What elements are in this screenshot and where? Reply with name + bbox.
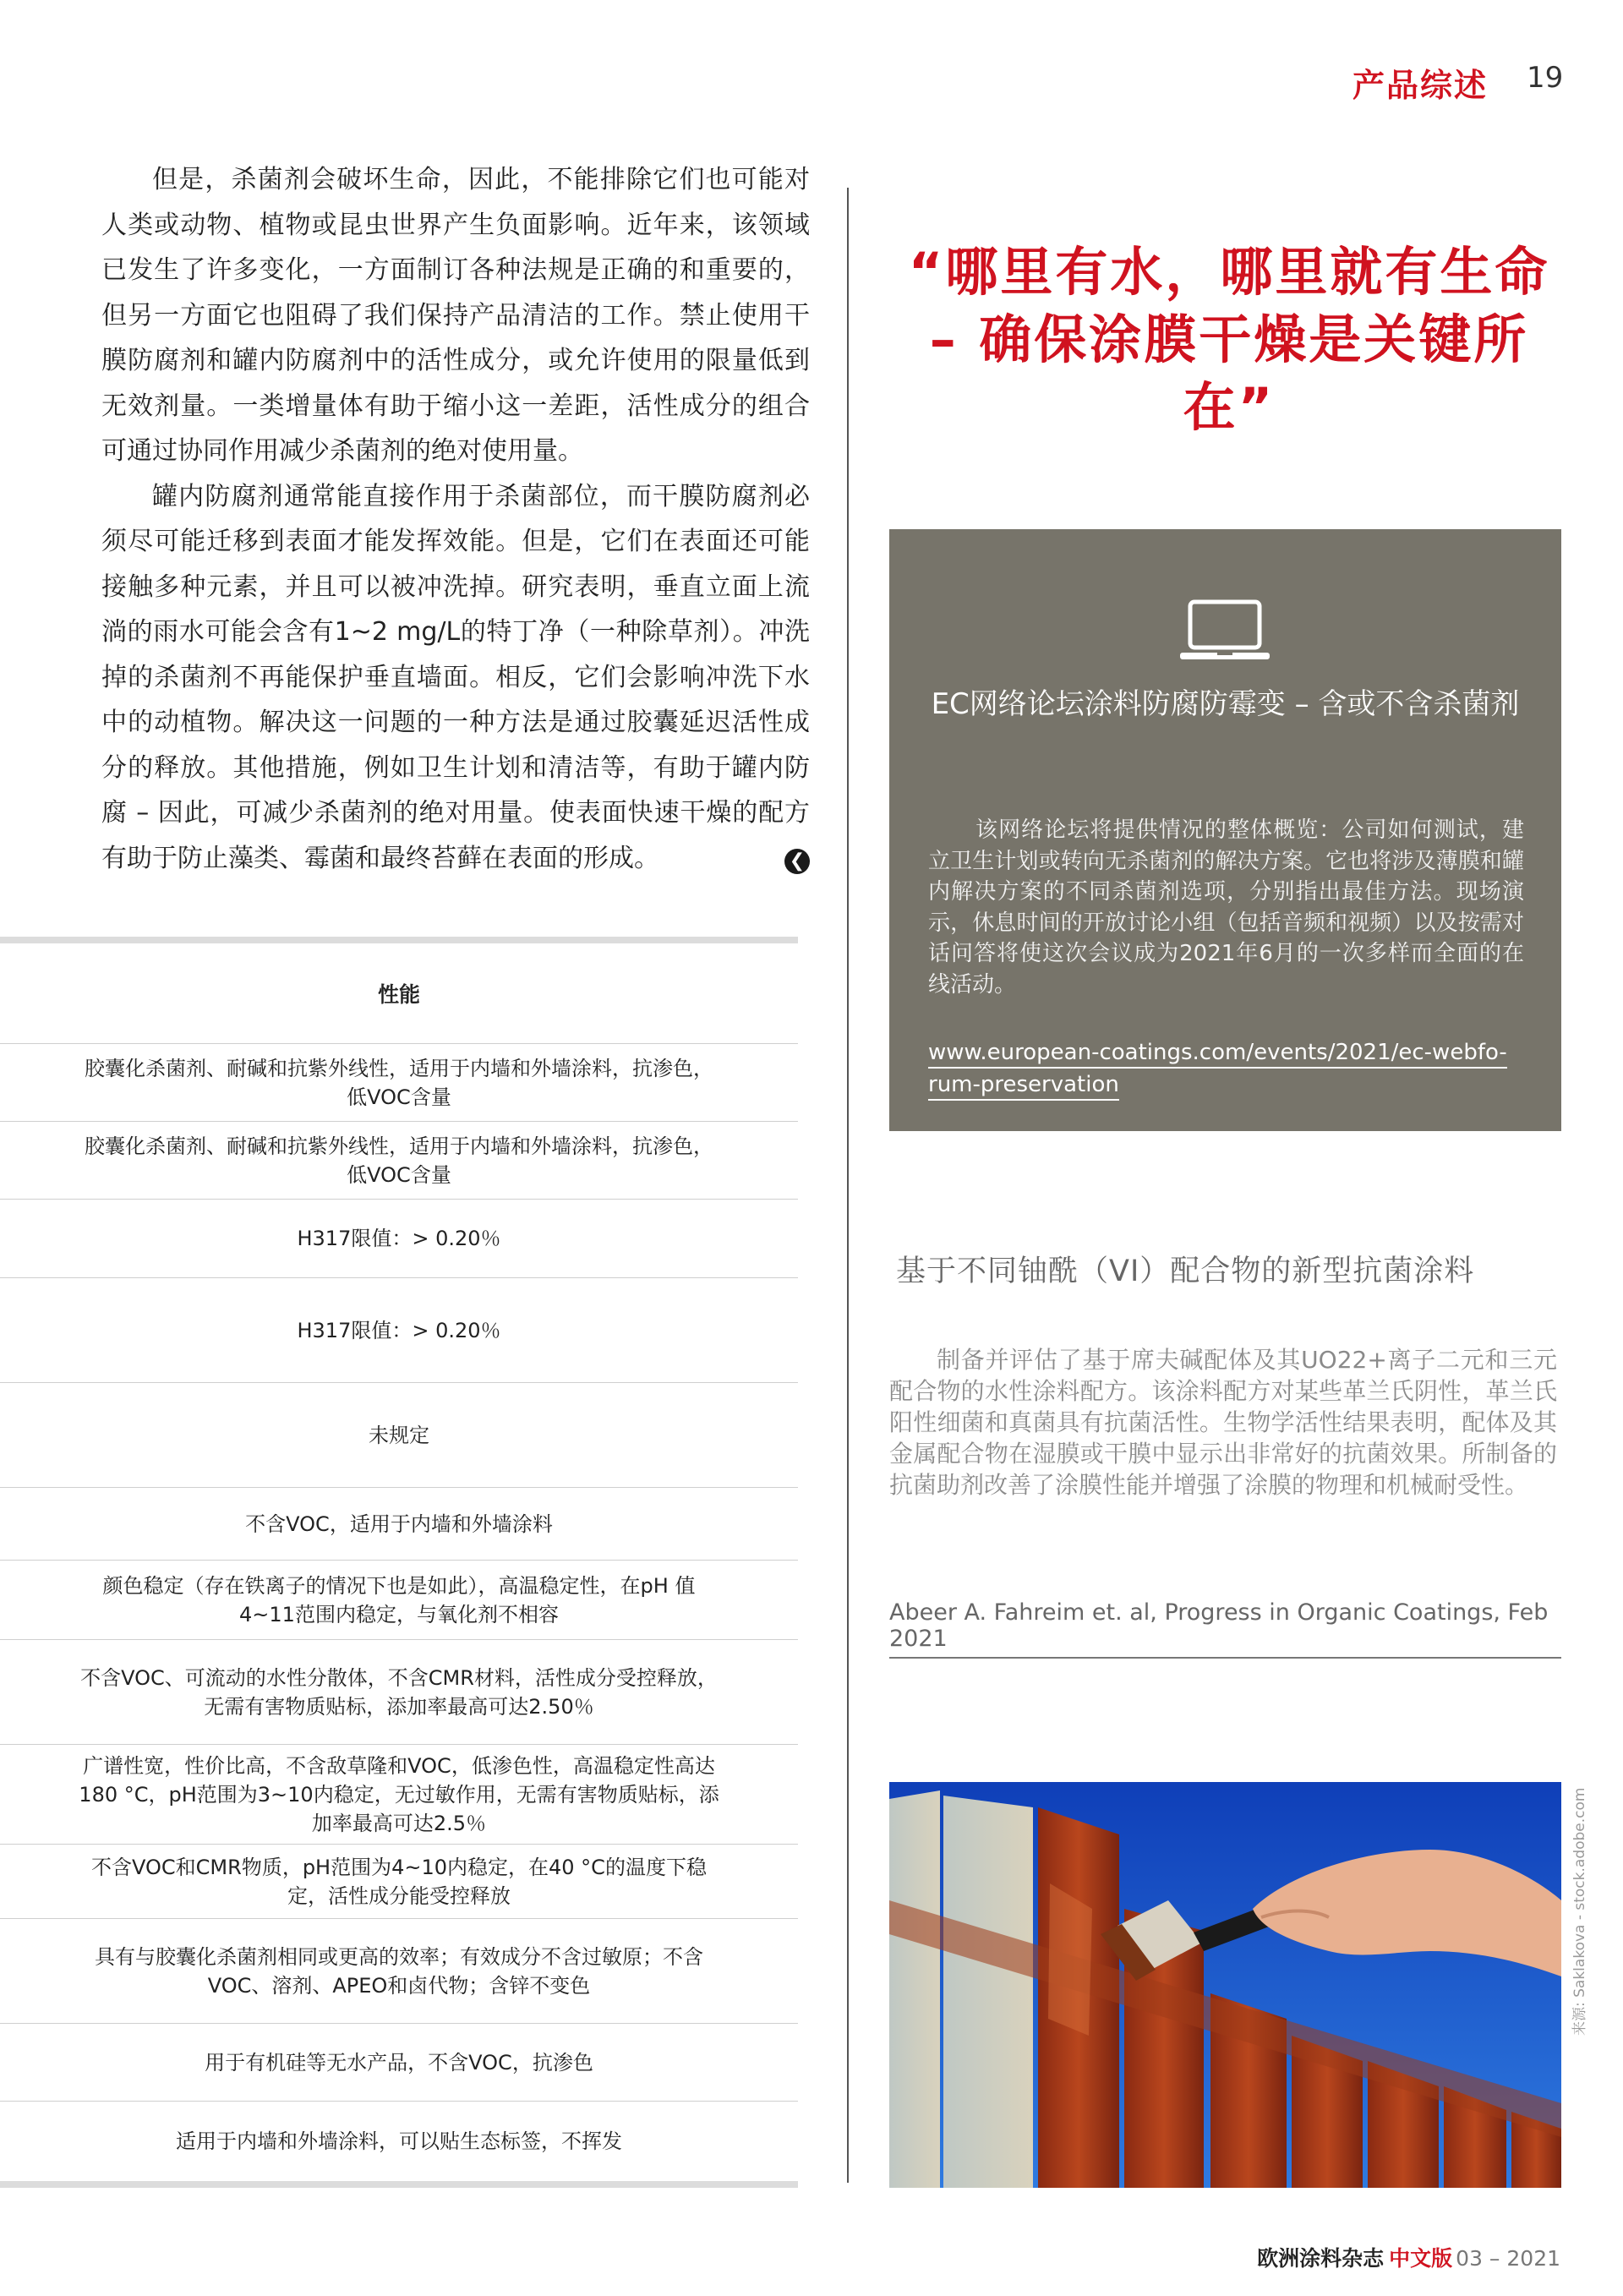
article-title: 基于不同铀酰（VI）配合物的新型抗菌涂料 bbox=[896, 1255, 1475, 1288]
page-footer bbox=[1257, 2242, 1560, 2272]
end-arrow-icon: ❮ bbox=[784, 849, 810, 874]
photo-credit-text: 来源: Saklakova - stock.adobe.com bbox=[1571, 1787, 1588, 2036]
table-row: 广谱性宽，性价比高，不含敌草隆和VOC，低渗色性，高温稳定性高达180 °C，pH范围为3~10内稳定，无过敏作用，无需有害物质贴标，添加率最高可达2.5％ bbox=[0, 1745, 798, 1845]
table-header: 性能 bbox=[0, 943, 798, 1044]
webinar-info-box bbox=[889, 529, 1561, 1131]
properties-table bbox=[0, 937, 798, 2188]
table-row: 适用于内墙和外墙涂料，可以贴生态标签，不挥发 bbox=[176, 2129, 622, 2153]
table-row: 不含VOC和CMR物质，pH范围为4~10内稳定，在40 °C的温度下稳定，活性成分能受控释放 bbox=[0, 1845, 798, 1919]
magazine-name: 欧洲涂料杂志 bbox=[1257, 2246, 1385, 2271]
table-top-rule bbox=[0, 937, 798, 943]
pull-quote: “哪里有水，哪里就有生命 – 确保涂膜干燥是关键所在” bbox=[908, 241, 1550, 438]
webinar-link-line[interactable]: www.european-coatings.com/events/2021/ec-webfo- bbox=[928, 1038, 1507, 1069]
photo-credit bbox=[1564, 1782, 1588, 2036]
webinar-description: 该网络论坛将提供情况的整体概览：公司如何测试，建立卫生计划或转向无杀菌剂的解决方案。它也将涉及薄膜和罐内解决方案的不同杀菌剂选项，分别指出最佳方法。现场演示，休息时间的开放讨论小组（包括音频和视频）以及按需对话问答将使这次会议成为2021年6月的一次多样而全面的在线活动。 bbox=[928, 817, 1524, 998]
article-summary: 制备并评估了基于席夫碱配体及其UO22+离子二元和三元配合物的水性涂料配方。该涂料配方对某些革兰氏阴性，革兰氏阳性细菌和真菌具有抗菌活性。生物学活性结果表明，配体及其金属配合物在湿膜或干膜中显示出非常好的抗菌效果。所制备的抗菌助剂改善了涂膜性能并增强了涂膜的物理和机械耐受性。 bbox=[889, 1346, 1557, 1499]
table-row: 用于有机硅等无水产品，不含VOC，抗渗色 bbox=[0, 2024, 798, 2102]
webinar-title: EC网络论坛涂料防腐防霉变 – 含或不含杀菌剂 bbox=[931, 687, 1520, 721]
paragraph: 但是，杀菌剂会破坏生命，因此，不能排除它们也可能对人类或动物、植物或昆虫世界产生负面影响。近年来，该领域已发生了许多变化，一方面制订各种法规是正确的和重要的，但另一方面它也阻碍了我们保持产品清洁的工作。禁止使用干膜防腐剂和罐内防腐剂中的活性成分，或允许使用的限量低到无效剂量。一类增量体有助于缩小这一差距，活性成分的组合可通过协同作用减少杀菌剂的绝对使用量。 bbox=[101, 165, 810, 466]
table-row: 不含VOC，适用于内墙和外墙涂料 bbox=[0, 1488, 798, 1561]
article-citation: Abeer A. Fahreim et. al, Progress in Organic Coatings, Feb 2021 bbox=[889, 1599, 1561, 1659]
table-row: 未规定 bbox=[0, 1383, 798, 1488]
table-row: H317限值：> 0.20％ bbox=[0, 1278, 798, 1383]
table-row: 不含VOC、可流动的水性分散体，不含CMR材料，活性成分受控释放，无需有害物质贴标，添加率最高可达2.50％ bbox=[0, 1640, 798, 1745]
table-row: 胶囊化杀菌剂、耐碱和抗紫外线性，适用于内墙和外墙涂料，抗渗色，低VOC含量 bbox=[0, 1122, 798, 1200]
table-row: H317限值：> 0.20％ bbox=[0, 1200, 798, 1278]
issue-number: 03 – 2021 bbox=[1456, 2246, 1560, 2271]
column-divider bbox=[847, 188, 849, 2183]
table-bottom-rule bbox=[0, 2181, 798, 2188]
table-row: 胶囊化杀菌剂、耐碱和抗紫外线性，适用于内墙和外墙涂料，抗渗色，低VOC含量 bbox=[0, 1044, 798, 1122]
edition-label: 中文版 bbox=[1389, 2246, 1453, 2271]
laptop-icon bbox=[1178, 597, 1271, 664]
table-row: 颜色稳定（存在铁离子的情况下也是如此），高温稳定性，在pH 值4~11范围内稳定，与氧化剂不相容 bbox=[0, 1561, 798, 1640]
section-title: 产品综述 bbox=[1352, 67, 1489, 104]
paragraph: 罐内防腐剂通常能直接作用于杀菌部位，而干膜防腐剂必须尽可能迁移到表面才能发挥效能。但是，它们在表面还可能接触多种元素，并且可以被冲洗掉。研究表明，垂直立面上流淌的雨水可能会含有1~2 mg/L的特丁净（一种除草剂）。冲洗掉的杀菌剂不再能保护垂直墙面。相反，它们会影响冲洗下水中的动植物。解决这一问题的一种方法是通过胶囊延迟活性成分的释放。其他措施，例如卫生计划和清洁等，有助于罐内防腐 – 因此，可减少杀菌剂的绝对用量。使表面快速干燥的配方有助于防止藻类、霉菌和最终苔藓在表面的形成。 bbox=[101, 481, 810, 873]
webinar-link-line[interactable]: rum-preservation bbox=[928, 1070, 1119, 1101]
main-article-text bbox=[101, 157, 810, 881]
webinar-link[interactable] bbox=[928, 1036, 1537, 1101]
table-row: 具有与胶囊化杀菌剂相同或更高的效率；有效成分不含过敏原；不含VOC、溶剂、APEO和卤代物；含锌不变色 bbox=[0, 1919, 798, 2024]
page-number: 19 bbox=[1527, 61, 1564, 95]
fence-painting-photo bbox=[889, 1782, 1561, 2188]
